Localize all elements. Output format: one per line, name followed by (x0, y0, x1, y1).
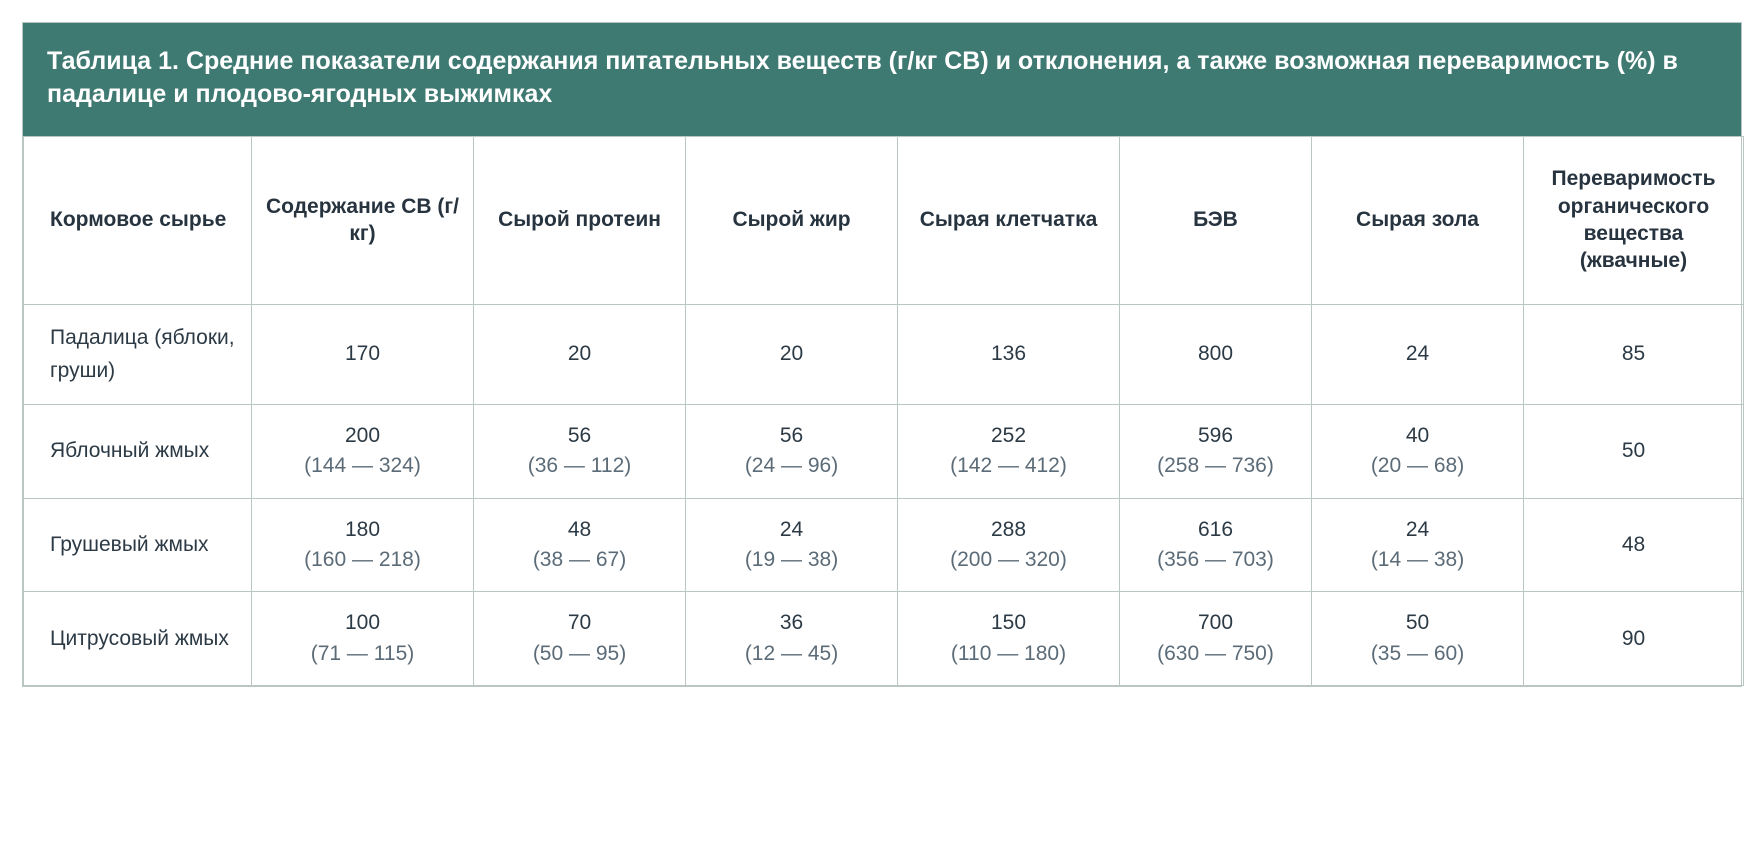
cell-value: 136 (990, 341, 1027, 365)
table-cell (474, 404, 686, 498)
cell-range: (356 — 703) (1157, 548, 1274, 571)
cell-range: (19 — 38) (744, 548, 839, 571)
column-header-crude-fat: Сырой жир (686, 136, 898, 304)
cell-value: 70 (567, 611, 592, 635)
table-cell (1312, 592, 1524, 686)
table-row (24, 404, 1744, 498)
cell-value: 180 (344, 517, 381, 541)
cell-range: (110 — 180) (950, 641, 1067, 665)
row-label: Падалица (яблоки, груши) (24, 304, 252, 404)
cell-value: 50 (1405, 611, 1430, 635)
row-label: Грушевый жмых (24, 498, 252, 592)
table-row (24, 592, 1744, 686)
table-cell (474, 498, 686, 592)
cell-value: 48 (1621, 532, 1646, 556)
table-cell (252, 498, 474, 592)
cell-value: 800 (1197, 341, 1234, 365)
cell-value: 56 (779, 423, 804, 447)
column-header-crude-fiber: Сырая клетчатка (898, 136, 1120, 304)
cell-value: 24 (1405, 517, 1430, 541)
cell-range: (258 — 736) (1157, 454, 1274, 478)
cell-range: (160 — 218) (304, 548, 421, 571)
cell-value: 24 (1405, 341, 1430, 365)
cell-range: (20 — 68) (1370, 454, 1465, 478)
column-header-feedstock: Кормовое сырье (24, 136, 252, 304)
cell-range: (142 — 412) (950, 454, 1067, 478)
nutrient-table (23, 136, 1744, 687)
cell-value: 150 (990, 611, 1027, 635)
table-cell (686, 404, 898, 498)
cell-value: 100 (344, 611, 381, 635)
table-cell (252, 304, 474, 404)
cell-range: (35 — 60) (1370, 641, 1465, 665)
cell-range: (71 — 115) (310, 641, 415, 665)
row-label: Яблочный жмых (24, 404, 252, 498)
cell-value: 200 (344, 423, 381, 447)
cell-value: 85 (1621, 341, 1646, 365)
cell-value: 700 (1197, 611, 1234, 635)
cell-range: (12 — 45) (744, 641, 839, 665)
table-cell (898, 304, 1120, 404)
column-header-dry-matter: Содержание СВ (г/кг) (252, 136, 474, 304)
cell-range: (24 — 96) (744, 454, 839, 478)
table-row (24, 498, 1744, 592)
table-cell (898, 498, 1120, 592)
cell-value: 56 (567, 423, 592, 447)
table-cell (686, 304, 898, 404)
table-cell (1120, 404, 1312, 498)
table-cell (474, 592, 686, 686)
table-row (24, 304, 1744, 404)
cell-value: 48 (567, 517, 592, 541)
cell-range: (144 — 324) (304, 454, 421, 478)
cell-range: (36 — 112) (527, 454, 632, 478)
table-cell (686, 592, 898, 686)
table-cell (1524, 404, 1744, 498)
table-cell (1312, 498, 1524, 592)
cell-range: (200 — 320) (950, 548, 1067, 571)
cell-value: 252 (990, 423, 1027, 447)
table-cell (1120, 592, 1312, 686)
row-label: Цитрусовый жмых (24, 592, 252, 686)
cell-value: 50 (1621, 438, 1646, 462)
cell-value: 90 (1621, 626, 1646, 650)
cell-value: 288 (990, 517, 1027, 541)
cell-value: 596 (1197, 423, 1234, 447)
table-header (24, 136, 1744, 304)
cell-value: 616 (1197, 517, 1234, 541)
column-header-nfe: БЭВ (1120, 136, 1312, 304)
table-cell (252, 404, 474, 498)
cell-value: 36 (779, 611, 804, 635)
cell-value: 24 (779, 517, 804, 541)
table-cell (1524, 498, 1744, 592)
table-cell (898, 404, 1120, 498)
table-cell (252, 592, 474, 686)
table-cell (1312, 404, 1524, 498)
cell-value: 40 (1405, 423, 1430, 447)
table-cell (1120, 304, 1312, 404)
column-header-crude-protein: Сырой протеин (474, 136, 686, 304)
table-caption: Таблица 1. Средние показатели содержания питательных веществ (г/кг СВ) и отклонения, а также возможная переваримость (%) в падалице и плодово-ягодных выжимках (23, 23, 1741, 136)
table-cell (1120, 498, 1312, 592)
table-cell (474, 304, 686, 404)
table-cell (1312, 304, 1524, 404)
cell-range: (38 — 67) (532, 548, 627, 571)
cell-value: 20 (567, 341, 592, 365)
table-cell (1524, 304, 1744, 404)
cell-range: (50 — 95) (532, 641, 627, 665)
table-cell (1524, 592, 1744, 686)
column-header-digestibility: Переваримость органического вещества (жвачные) (1524, 136, 1744, 304)
nutrient-table-container (22, 22, 1742, 687)
table-body (24, 304, 1744, 686)
header-row (24, 136, 1744, 304)
column-header-crude-ash: Сырая зола (1312, 136, 1524, 304)
cell-value: 20 (779, 341, 804, 365)
table-cell (686, 498, 898, 592)
cell-range: (630 — 750) (1157, 641, 1274, 665)
cell-value: 170 (344, 341, 381, 365)
cell-range: (14 — 38) (1370, 548, 1465, 571)
table-cell (898, 592, 1120, 686)
